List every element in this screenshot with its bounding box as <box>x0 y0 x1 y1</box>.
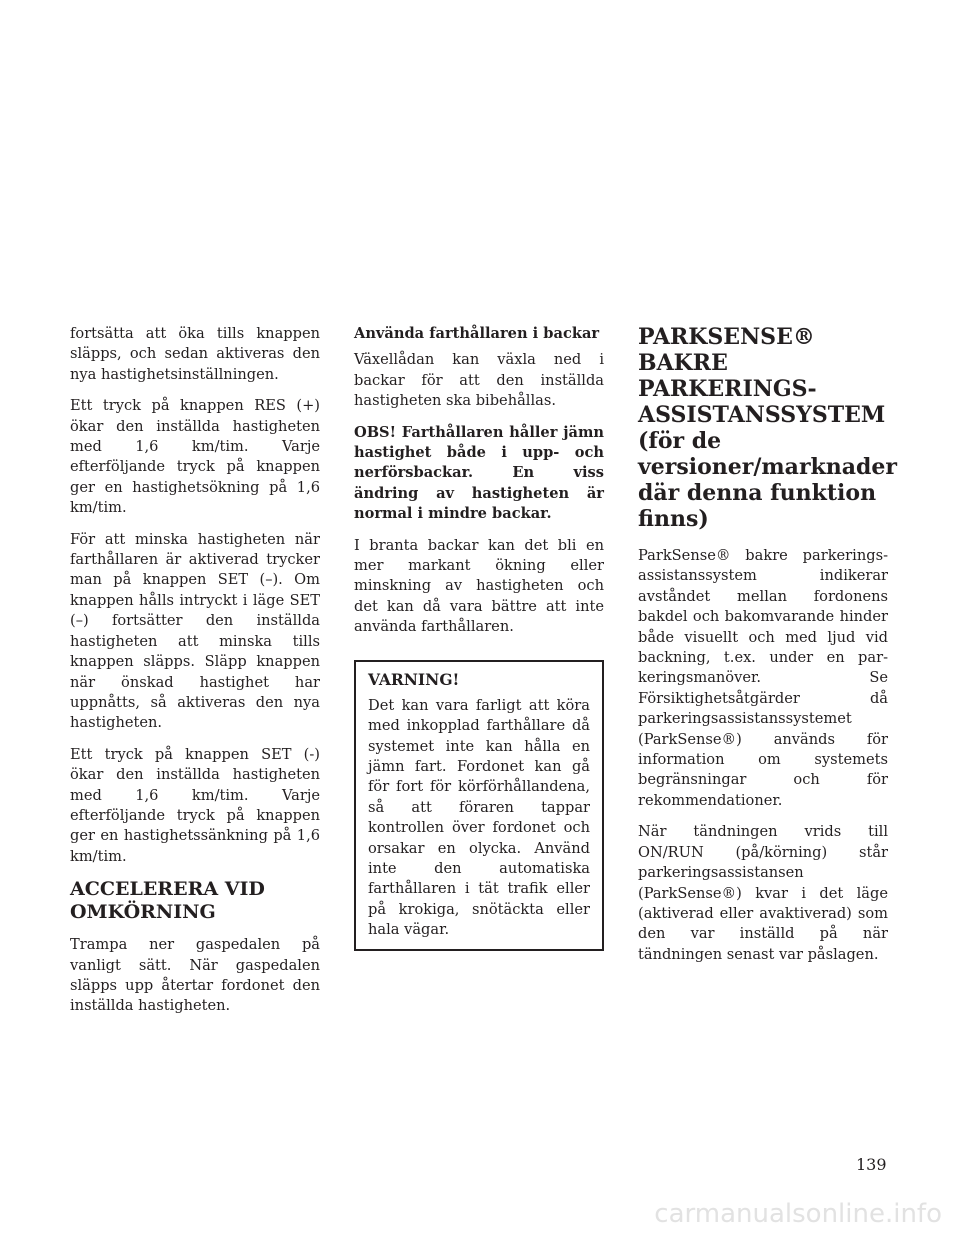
warning-title: VARNING! <box>368 669 460 689</box>
heading-accelerate-overtaking: ACCELERERA VID OMKÖRNING <box>70 878 265 924</box>
paragraph-continued: fortsätta att öka tills knappen släpps, och sedan aktiveras den nya hastighetsinställningen. <box>70 325 320 383</box>
paragraph-ignition: När tändningen vrids till ON/RUN (på/körning) står parkeringsassistansen (ParkSense®) kvar i det läge (aktiverad eller avaktiverad) som den var inställd på när tändningen senast var påslagen. <box>638 823 888 963</box>
paragraph-res-button: Ett tryck på knappen RES (+) ökar den inställda hastigheten med 1,6 km/tim. Varje efterföljande tryck på knappen ger en hastighetsökning på 1,6 km/tim. <box>70 397 320 517</box>
column-left <box>70 324 320 1028</box>
paragraph-accelerate: Trampa ner gaspedalen på vanligt sätt. När gaspedalen släpps upp återtar fordonet den inställda hastigheten. <box>70 936 320 1015</box>
watermark: carmanualsonline.info <box>654 1199 942 1229</box>
column-right <box>638 324 897 976</box>
paragraph-parksense-intro: ParkSense® bakre parkeringsassistanssystem indikerar avståndet mellan fordonens bakdel och bakomvarande hinder både visuellt och med ljud vid backning, t.ex. under en parkeringsmanöver. Se Försiktighetsåtgärder då parkeringsassistanssystemet (ParkSense®) används för information om systemets begränsningar och för rekommendationer. <box>638 547 888 809</box>
note-obs: OBS! Farthållaren håller jämn hastighet både i upp- och nerförsbackar. En viss ändring av hastigheten är normal i mindre backar. <box>354 423 604 523</box>
heading-parksense: PARKSENSE® BAKRE PARKERINGSASSISTANSSYSTEM (för de versioner/marknader där denna funktion finns) <box>638 324 897 532</box>
page-number: 139 <box>856 1155 887 1174</box>
warning-box <box>354 660 604 951</box>
paragraph-set-tap: Ett tryck på knappen SET (-) ökar den inställda hastigheten med 1,6 km/tim. Varje efterföljande tryck på knappen ger en hastighetssänkning på 1,6 km/tim. <box>70 745 320 865</box>
paragraph-gearbox: Växellådan kan växla ned i backar för att den inställda hastigheten ska bibehållas. <box>354 351 604 410</box>
warning-text: Det kan vara farligt att köra med inkopplad farthållare då systemet inte kan hålla en jämn fart. Fordonet kan gå för fort för körförhållandena, så att föraren tappar kontrollen över fordonet och orsakar en olycka. Använd inte den automatiska farthållaren i tät trafik eller på krokiga, snötäckta eller hala vägar. <box>368 696 590 939</box>
subheading-hills: Använda farthållaren i backar <box>354 325 600 342</box>
paragraph-steep-hills: I branta backar kan det bli en mer markant ökning eller minskning av hastigheten och det kan då vara bättre att inte använda farthållaren. <box>354 536 604 636</box>
paragraph-set-decrease: För att minska hastigheten när farthållaren är aktiverad trycker man på knappen SET (–). Om knappen hålls intryckt i läge SET (–) fortsätter den inställda hastigheten att minska tills knappen släpps. Släpp knappen när önskad hastighet har uppnåtts, så aktiveras den nya hastigheten. <box>70 530 320 732</box>
column-middle <box>354 324 604 951</box>
